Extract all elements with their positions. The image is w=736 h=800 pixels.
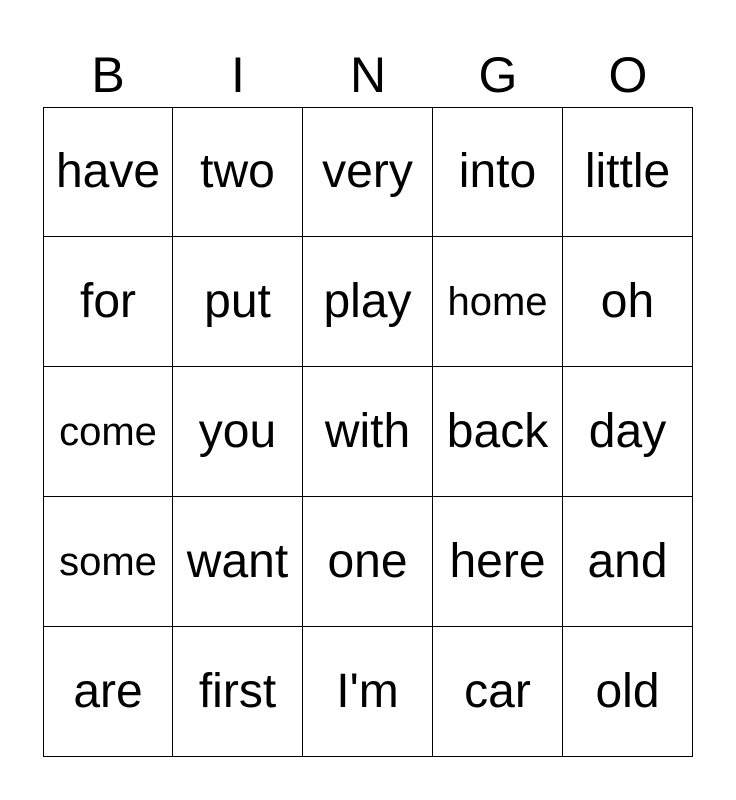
bingo-board xyxy=(43,107,693,757)
bingo-cell: back xyxy=(433,367,563,497)
bingo-cell: little xyxy=(563,107,693,237)
bingo-cell: I'm xyxy=(303,627,433,757)
header-letter-n: N xyxy=(349,47,387,103)
bingo-cell: are xyxy=(43,627,173,757)
bingo-cell: very xyxy=(303,107,433,237)
bingo-cell: home xyxy=(433,237,563,367)
bingo-cell: and xyxy=(563,497,693,627)
bingo-cell: with xyxy=(303,367,433,497)
bingo-cell: have xyxy=(43,107,173,237)
bingo-cell: old xyxy=(563,627,693,757)
bingo-cell: car xyxy=(433,627,563,757)
bingo-cell: you xyxy=(173,367,303,497)
header-letter-b: B xyxy=(91,47,125,103)
header-letter-i: I xyxy=(231,47,245,103)
bingo-header xyxy=(43,44,693,106)
bingo-cell: first xyxy=(173,627,303,757)
bingo-cell: want xyxy=(173,497,303,627)
header-letter-g: G xyxy=(478,47,518,103)
bingo-cell: oh xyxy=(563,237,693,367)
bingo-cell: some xyxy=(43,497,173,627)
bingo-cell: play xyxy=(303,237,433,367)
bingo-cell: into xyxy=(433,107,563,237)
bingo-cell: one xyxy=(303,497,433,627)
bingo-cell: day xyxy=(563,367,693,497)
bingo-cell: put xyxy=(173,237,303,367)
bingo-cell: for xyxy=(43,237,173,367)
header-letter-o: O xyxy=(608,47,648,103)
bingo-cell: two xyxy=(173,107,303,237)
bingo-cell: here xyxy=(433,497,563,627)
bingo-cell: come xyxy=(43,367,173,497)
